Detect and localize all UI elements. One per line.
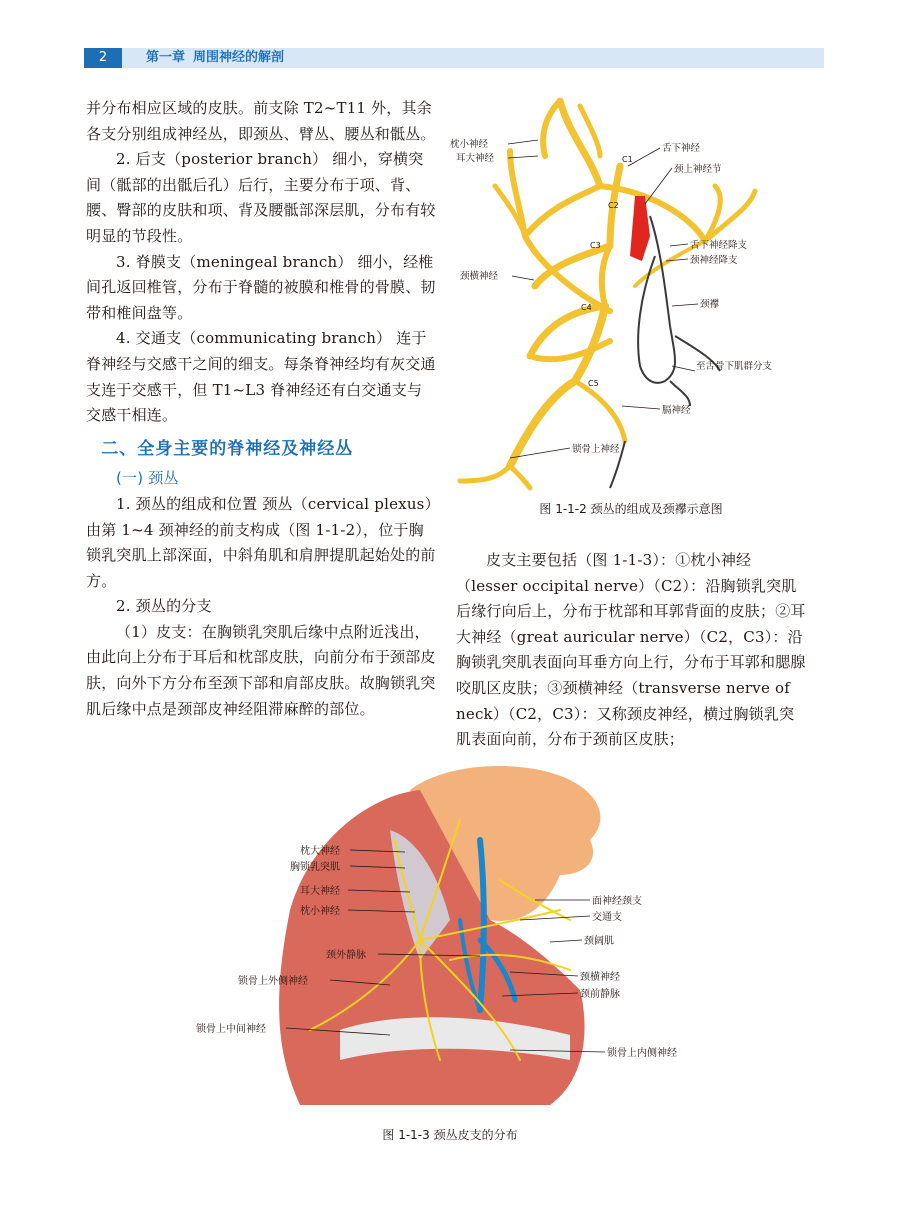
label-cervical-descending: 颈神经降支 <box>690 255 738 266</box>
label-medial-supraclavicular: 锁骨上内侧神经 <box>607 1048 677 1059</box>
label-c4: C4 <box>581 303 592 312</box>
label-great-auricular: 耳大神经 <box>300 886 340 897</box>
label-anterior-jugular: 颈前静脉 <box>580 989 620 1000</box>
label-phrenic: 膈神经 <box>662 405 691 416</box>
label-lesser-occipital: 枕小神经 <box>450 139 489 150</box>
right-text-column <box>456 548 806 753</box>
figure-cervical-plexus-diagram <box>450 96 830 491</box>
label-hypoglossal-descending: 舌下神经降支 <box>690 240 748 251</box>
paragraph-communicating-branch: 4. 交通支（communicating branch） 连于脊神经与交感干之间的细支。每条脊神经均有灰交通支连于交感干，但 T1~L3 脊神经还有白交通支与交感干相连。 <box>86 329 436 425</box>
paragraph-cervical-plexus: 1. 颈丛的组成和位置 颈丛（cervical plexus）由第 1~4 颈神经的前支构成（图 1-1-2），位于胸锁乳突肌上部深面，中斜角肌和肩胛提肌起始处的前方。 <box>86 494 436 590</box>
label-infrahyoid-branch: 至舌骨下肌群分支 <box>696 361 773 372</box>
left-text-column <box>86 96 436 722</box>
label-intermediate-supraclavicular: 锁骨上中间神经 <box>196 1024 266 1035</box>
figure-2-caption: 图 1-1-3 颈丛皮支的分布 <box>382 1128 518 1142</box>
figure-cervical-cutaneous-branches <box>190 760 750 1120</box>
label-transverse-cervical: 颈横神经 <box>460 271 499 282</box>
label-transverse-cervical: 颈横神经 <box>580 972 620 983</box>
running-header <box>84 48 824 68</box>
label-facial-cervical-branch: 面神经颈支 <box>592 896 642 907</box>
subsection-title: (一) 颈丛 <box>116 469 179 488</box>
label-sternocleidomastoid: 胸锁乳突肌 <box>290 862 340 873</box>
label-greater-occipital: 枕大神经 <box>300 846 340 857</box>
label-superior-cervical-ganglion: 颈上神经节 <box>674 164 722 175</box>
label-hypoglossal: 舌下神经 <box>662 143 701 154</box>
paragraph: 并分布相应区域的皮肤。前支除 T2~T11 外，其余各支分别组成神经丛，即颈丛、臂丛、腰丛和骶丛。 <box>86 99 436 143</box>
paragraph-branches-heading: 2. 颈丛的分支 <box>116 597 212 616</box>
nerve-tree <box>460 101 755 488</box>
label-lateral-supraclavicular: 锁骨上外侧神经 <box>238 976 308 987</box>
section-title: 二、全身主要的脊神经及神经丛 <box>101 438 354 459</box>
label-c2: C2 <box>608 201 619 210</box>
label-external-jugular: 颈外静脉 <box>326 950 366 961</box>
label-c5: C5 <box>588 379 599 388</box>
label-ansa-cervicalis: 颈襻 <box>700 299 720 310</box>
label-great-auricular: 耳大神经 <box>456 153 495 164</box>
paragraph-meningeal-branch: 3. 脊膜支（meningeal branch） 细小，经椎间孔返回椎管，分布于脊髓的被膜和椎骨的骨膜、韧带和椎间盘等。 <box>86 252 436 322</box>
superior-cervical-ganglion-shape <box>630 196 650 261</box>
label-lesser-occipital: 枕小神经 <box>300 906 340 917</box>
label-communicating-branch: 交通支 <box>592 912 622 923</box>
label-c3: C3 <box>590 241 601 250</box>
figure-1-caption: 图 1-1-2 颈丛的组成及颈襻示意图 <box>539 502 723 516</box>
paragraph-cutaneous-branches: （1）皮支：在胸锁乳突肌后缘中点附近浅出，由此向上分布于耳后和枕部皮肤，向前分布于颈部皮肤，向外下方分布至颈下部和肩部皮肤。故胸锁乳突肌后缘中点是颈部皮神经阻滞麻醉的部位。 <box>86 622 436 718</box>
paragraph-cutaneous-list: 皮支主要包括（图 1-1-3）：①枕小神经（lesser occipital nerve）（C2）：沿胸锁乳突肌后缘行向后上，分布于枕部和耳郭背面的皮肤；②耳大神经（great auricular nerve）（C2，C3）：沿胸锁乳突肌表面向耳垂方向上行，分布于耳郭和腮腺咬肌区皮肤；③颈横神经（transverse nerve of neck）（C2，C3）：又称颈皮神经，横过胸锁乳突肌表面向前，分布于颈前区皮肤； <box>456 551 806 749</box>
chapter-title: 周围神经的解剖 <box>193 50 285 65</box>
page-number: 2 <box>84 48 122 68</box>
label-supraclavicular: 锁骨上神经 <box>572 444 620 455</box>
chapter-heading <box>146 48 292 68</box>
paragraph-posterior-branch: 2. 后支（posterior branch） 细小，穿横突间（骶部的出骶后孔）后行，主要分布于项、背、腰、臀部的皮肤和项、背及腰骶部深层肌，分布有较明显的节段性。 <box>86 150 436 245</box>
chapter-number: 第一章 <box>146 50 186 65</box>
label-platysma: 颈阔肌 <box>584 936 614 947</box>
label-c1: C1 <box>622 155 633 164</box>
